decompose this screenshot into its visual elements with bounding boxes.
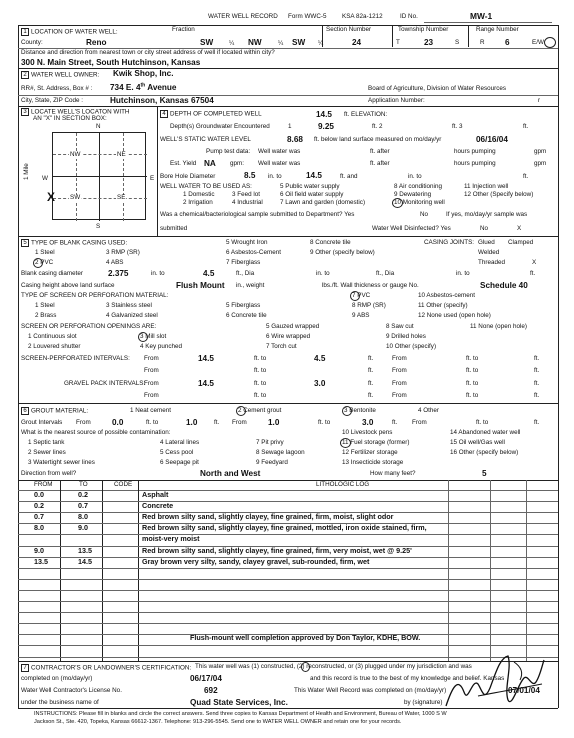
log-to: 0.2 <box>78 490 88 499</box>
yield-hours: hours pumping <box>454 160 496 167</box>
bore-ft-and: ft. and <box>340 173 358 180</box>
bore-to-value: 14.5 <box>306 171 322 180</box>
west-label: W <box>42 175 48 182</box>
ksa-ref: KSA 82a-1212 <box>342 13 383 20</box>
log-to: 14.5 <box>78 556 92 566</box>
source-septic: 1 Septic tank <box>28 439 65 446</box>
bore-value: 8.5 <box>244 171 256 180</box>
east-label: E <box>150 175 155 182</box>
joints-welded: Welded <box>478 249 500 256</box>
log-rule <box>18 568 558 569</box>
section-3-header: 3 LOCATE WELL'S LOCATON WITH <box>21 108 129 117</box>
casing-asbestos: 6 Asbestos-Cement <box>226 249 281 256</box>
owner-street: 734 E. 4th Avenue <box>110 82 177 92</box>
blank-ft-dia: ft., Dia <box>236 270 255 277</box>
quarter-sep-2: ¼ <box>278 40 284 47</box>
log-code-header: CODE <box>114 481 133 488</box>
record-text: This Water Well Record was completed on (mo/day/yr) <box>294 687 447 694</box>
source-feedyard: 9 Feedyard <box>256 459 288 466</box>
screen-material-label: TYPE OF SCREEN OR PERFORATION MATERIAL: <box>21 292 169 299</box>
opening-torch: 7 Torch cut <box>266 343 297 350</box>
casing-concrete: 8 Concrete tile <box>310 239 351 246</box>
spi-to-label-4: ft. to <box>466 367 479 374</box>
screen-abs: 9 ABS <box>352 312 370 319</box>
groundwater-1-value: 9.25 <box>318 122 334 131</box>
source-cess: 5 Cess pool <box>160 449 194 456</box>
gi1-ft: ft. <box>214 419 220 426</box>
township-label: Township Number <box>398 26 449 33</box>
township-number: 23 <box>424 38 434 47</box>
gi-to-label: ft. to <box>146 419 159 426</box>
chem-sample-label: Was a chemical/bacteriological sample submitted to Department? Yes <box>160 211 355 218</box>
static-level-label: WELL'S STATIC WATER LEVEL <box>160 136 251 143</box>
log-note: Flush-mount well completion approved by Don Taylor, KDHE, BOW. <box>190 633 421 642</box>
well-location-x: X <box>47 190 56 204</box>
yield-ft-after: ft. after <box>370 160 390 167</box>
nw-quadrant: NW <box>70 151 81 158</box>
spi-to-value: 4.5 <box>314 354 326 363</box>
log-description: moist-very moist <box>142 534 200 544</box>
casing-fiberglass: 7 Fiberglass <box>226 259 261 266</box>
quarter-2: NW <box>248 38 262 47</box>
record-date: 07/01/04 <box>508 686 540 695</box>
blank-in-to-2: in. to <box>316 270 330 277</box>
spi-ft-3: ft. <box>368 367 374 374</box>
log-to: 13.5 <box>78 545 92 555</box>
casing-rmp: 3 RMP (SR) <box>106 249 140 256</box>
instructions-line-1: INSTRUCTIONS: Please fill in blanks and circle the correct answers. Send three copies to Kansas Department of Health and Environment, Bureau of Water, 1000 S W <box>34 711 447 717</box>
range-number: 6 <box>505 38 510 47</box>
quarter-sep-3: ¼ <box>318 40 324 47</box>
mile-label: 1 Mile <box>23 163 30 180</box>
casing-steel: 1 Steel <box>35 249 55 256</box>
gpi-from-value: 14.5 <box>198 379 214 388</box>
gi3-ft: ft. <box>534 419 540 426</box>
blank-in-to: in. to <box>151 270 165 277</box>
business-name: Quad State Services, Inc. <box>190 698 288 707</box>
owner-city: Hutchinson, Kansas 67504 <box>110 96 214 105</box>
disinfected-x: X <box>517 225 522 232</box>
north-label: N <box>96 123 101 130</box>
direction-value: North and West <box>200 469 261 478</box>
id-label: ID No. <box>400 13 418 20</box>
quarter-3: SW <box>292 38 306 47</box>
gpi-to-label-3: ft. to <box>254 392 267 399</box>
opening-louvered: 2 Louvered shutter <box>28 343 81 350</box>
use-monitoring: 10 Monitoring well <box>394 199 445 206</box>
log-to: 0.7 <box>78 501 88 511</box>
log-rule <box>18 612 558 613</box>
casing-height-value: Flush Mount <box>176 281 225 290</box>
owner-name: Kwik Shop, Inc. <box>113 69 174 78</box>
groundwater-1-num: 1 <box>288 123 292 130</box>
spi-from-label: From <box>144 355 159 362</box>
log-from: 0.0 <box>34 490 44 499</box>
bore-in-to-2: in. to <box>408 173 422 180</box>
log-description: Red brown silty sand, slightly clayey, fine grained, firm, moist, slight odor <box>142 512 394 522</box>
pump-ft-after: ft. after <box>370 148 390 155</box>
static-level-value: 8.68 <box>287 135 303 144</box>
use-air: 8 Air conditioning <box>394 183 442 190</box>
opening-wire: 6 Wire wrapped <box>266 333 311 340</box>
gi2-from: 1.0 <box>268 418 280 427</box>
township-t: T <box>396 39 400 46</box>
section-2-header: 2 WATER WELL OWNER: <box>21 71 99 80</box>
opening-none: 11 None (open hole) <box>470 323 527 330</box>
source-lagoon: 8 Sewage lagoon <box>256 449 305 456</box>
source-oil-gas: 15 Oil well/Gas well <box>450 439 505 446</box>
groundwater-ft: ft. <box>523 123 529 130</box>
id-value: MW-1 <box>470 11 493 21</box>
spi-ft: ft. <box>368 355 374 362</box>
section-number: 24 <box>352 38 362 47</box>
city-label: City, State, ZIP Code : <box>21 97 84 104</box>
spi-ft-4: ft. <box>534 367 540 374</box>
blank-ft: ft. <box>530 270 536 277</box>
wall-thickness-label: lbs./ft. Wall thickness or gauge No. <box>322 282 419 289</box>
use-dewatering: 9 Dewatering <box>394 191 432 198</box>
source-livestock: 10 Livestock pens <box>342 429 393 436</box>
chem-submitted: submitted <box>160 225 188 232</box>
contamination-label: What is the nearest source of possible contamination: <box>21 429 171 436</box>
log-from: 9.0 <box>34 545 44 555</box>
yield-label: Est. Yield <box>170 160 197 167</box>
township-s: S <box>455 39 460 46</box>
section-5-header: 5 TYPE OF BLANK CASING USED: <box>21 239 127 248</box>
section-locator-grid <box>52 132 146 220</box>
pump-well-water-was: Well water was <box>258 148 301 155</box>
log-from-header: FROM <box>34 481 53 488</box>
section-number-label: Section Number <box>326 26 372 33</box>
wall-thickness-value: Schedule 40 <box>480 281 528 290</box>
bore-label: Bore Hole Diameter <box>160 173 216 180</box>
log-description: Asphalt <box>142 490 169 499</box>
signature-label: by (signature) <box>404 699 443 706</box>
spi-from-label-2: From <box>392 355 407 362</box>
gpi-from-label-3: From <box>144 392 159 399</box>
log-rule <box>18 579 558 580</box>
chem-no: No <box>420 211 429 218</box>
gpi-to-label-4: ft. to <box>466 392 479 399</box>
opening-saw: 8 Saw cut <box>386 323 414 330</box>
spi-from-label-4: From <box>392 367 407 374</box>
log-from: 13.5 <box>34 556 48 566</box>
application-mark: r <box>538 97 541 104</box>
screen-galvanized: 4 Galvanized steel <box>106 312 158 319</box>
chem-if-yes: If yes, mo/day/yr sample was <box>446 211 528 218</box>
blank-in-to-3: in. to <box>456 270 470 277</box>
gpi-from-label: From <box>144 380 159 387</box>
fraction-label: Fraction <box>172 26 195 33</box>
gi2-to: 3.0 <box>362 418 374 427</box>
source-insecticide: 13 Insecticide storage <box>342 459 404 466</box>
groundwater-label: Depth(s) Groundwater Encountered <box>170 123 270 130</box>
log-to: 9.0 <box>78 523 88 533</box>
gpi-ft-4: ft. <box>534 392 540 399</box>
log-from: 0.2 <box>34 501 44 511</box>
use-other: 12 Other (Specify below) <box>464 191 534 198</box>
gi2-from-label: From <box>232 419 247 426</box>
casing-height-label: Casing height above land surface <box>21 282 115 289</box>
bore-ft: ft. <box>523 173 529 180</box>
spi-from-label-3: From <box>144 367 159 374</box>
log-rule <box>18 601 558 602</box>
blank-casing-dia: 2.375 <box>108 269 129 278</box>
log-rule <box>18 623 558 624</box>
log-rule <box>18 501 558 502</box>
yield-gpm-2: gpm <box>534 160 547 167</box>
section-7-header: 7 CONTRACTOR'S OR LANDOWNER'S CERTIFICATION: <box>21 664 191 673</box>
use-industrial: 4 Industrial <box>232 199 263 206</box>
county-value: Reno <box>86 38 107 47</box>
pump-hours: hours pumping <box>454 148 496 155</box>
blank-casing-to: 4.5 <box>203 269 215 278</box>
pump-gpm: gpm <box>534 148 547 155</box>
gi-from-label: From <box>76 419 91 426</box>
gpi-ft-3: ft. <box>368 392 374 399</box>
casing-weight-label: in., weight <box>236 282 265 289</box>
source-other: 16 Other (specify below) <box>450 449 519 456</box>
feet-value: 5 <box>482 469 487 478</box>
source-pit-privy: 7 Pit privy <box>256 439 284 446</box>
joints-glued: Glued <box>478 239 495 246</box>
range-ew: E/W <box>532 39 544 46</box>
spi-to-label-2: ft. to <box>466 355 479 362</box>
ne-quadrant: NE <box>117 151 126 158</box>
license-label: Water Well Contractor's License No. <box>21 687 122 694</box>
gpi-to-label-2: ft. to <box>466 380 479 387</box>
log-from: 8.0 <box>34 523 44 533</box>
casing-other: 9 Other (specify below) <box>310 249 375 256</box>
form-title: WATER WELL RECORD <box>208 13 278 20</box>
log-description: Red brown silty sand, slightly clayey, fine grained, mottled, iron oxide stained, firm, <box>142 523 427 533</box>
gi2-to-label: ft. to <box>318 419 331 426</box>
grout-intervals-label: Grout Intervals <box>21 419 63 426</box>
gi3-to-label: ft. to <box>476 419 489 426</box>
source-seepage: 6 Seepage pit <box>160 459 199 466</box>
bore-in-to: in. to <box>268 173 282 180</box>
section-4-header: 4 DEPTH OF COMPLETED WELL <box>160 110 262 119</box>
gpi-ft: ft. <box>368 380 374 387</box>
grout-other: 4 Other <box>418 407 439 414</box>
screen-other: 11 Other (specify) <box>418 302 468 309</box>
joints-label: CASING JOINTS: <box>424 239 475 246</box>
business-label: under the business name of <box>21 699 99 706</box>
use-lawn: 7 Lawn and garden (domestic) <box>280 199 366 206</box>
well-address: 300 N. Main Street, South Hutchinson, Kansas <box>21 58 201 67</box>
casing-abs: 4 ABS <box>106 259 124 266</box>
signature <box>438 648 548 718</box>
static-level-date: 06/16/04 <box>476 135 508 144</box>
gi3-from-label: From <box>412 419 427 426</box>
casing-pvc: 2 PVC <box>35 259 54 266</box>
joints-threaded: Threaded <box>478 259 505 266</box>
screen-concrete: 6 Concrete tile <box>226 312 267 319</box>
blank-casing-label: Blank casing diameter <box>21 270 83 277</box>
south-label: S <box>96 223 101 230</box>
license-number: 692 <box>204 686 218 695</box>
opening-other: 10 Other (specify) <box>386 343 437 350</box>
elevation-label: ft. ELEVATION: <box>344 111 388 118</box>
log-description: Concrete <box>142 501 174 511</box>
gi1-to: 1.0 <box>186 418 198 427</box>
sw-quadrant: SW <box>70 194 81 201</box>
source-sewer: 2 Sewer lines <box>28 449 66 456</box>
gpi-from-label-2: From <box>392 380 407 387</box>
gravel-intervals-label: GRAVEL PACK INTERVALS: <box>64 380 146 387</box>
disinfected-no: No <box>480 225 489 232</box>
spi-to-label-3: ft. to <box>254 367 267 374</box>
completed-date: 06/17/04 <box>190 674 222 683</box>
opening-mill-slot: 3 Mill slot <box>140 333 167 340</box>
feet-label: How many feet? <box>370 470 416 477</box>
direction-label: Direction from well? <box>21 470 77 477</box>
gpi-to-value: 3.0 <box>314 379 326 388</box>
use-domestic: 1 Domestic <box>183 191 215 198</box>
use-irrigation: 2 Irrigation <box>183 199 213 206</box>
log-rule <box>18 645 558 646</box>
joints-clamped: Clamped <box>508 239 534 246</box>
application-label: Application Number: <box>368 97 425 104</box>
grout-neat-cement: 1 Neat cement <box>130 407 171 414</box>
pump-test-label: Pump test data: <box>206 148 251 155</box>
distance-label: Distance and direction from nearest town or city street address of well if located within city? <box>21 49 275 56</box>
openings-label: SCREEN OR PERFORATION OPENINGS ARE: <box>21 323 157 330</box>
use-oil-field: 6 Oil field water supply <box>280 191 344 198</box>
gpi-to-label: ft. to <box>254 380 267 387</box>
opening-gauzed: 5 Gauzed wrapped <box>266 323 320 330</box>
groundwater-3-label: ft. 3 <box>452 123 463 130</box>
yield-well-water-was: Well water was <box>258 160 301 167</box>
source-watertight: 3 Watertight sewer lines <box>28 459 95 466</box>
screen-pvc: 7 PVC <box>352 292 371 299</box>
street-label: RR#, St. Address, Box # : <box>21 85 93 92</box>
screen-rmp: 8 RMP (SR) <box>352 302 386 309</box>
use-injection: 11 Injection well <box>464 183 509 190</box>
log-rule <box>18 590 558 591</box>
source-abandoned: 14 Abandoned water well <box>450 429 521 436</box>
casing-wrought-iron: 5 Wrought Iron <box>226 239 268 246</box>
joints-threaded-x: X <box>532 259 537 266</box>
cert-text: This water well was (1) constructed, (2) reconstructed, or (3) plugged under my jurisdiction and was <box>195 663 472 670</box>
use-label: WELL WATER TO BE USED AS: <box>160 183 252 190</box>
section-3-subtitle: AN "X" IN SECTION BOX: <box>33 115 107 122</box>
board-label: Board of Agriculture, Division of Water Resources <box>368 85 507 92</box>
opening-drilled: 9 Drilled holes <box>386 333 426 340</box>
form-number: Form WWC-5 <box>288 13 327 20</box>
use-feed-lot: 3 Feed lot <box>232 191 261 198</box>
log-to-header: TO <box>79 481 88 488</box>
depth-value: 14.5 <box>316 110 332 119</box>
quarter-1: SW <box>200 38 214 47</box>
spi-to-label: ft. to <box>254 355 267 362</box>
opening-continuous: 1 Continuous slot <box>28 333 77 340</box>
static-level-text: ft. below land surface measured on mo/day/yr <box>314 136 442 143</box>
log-from: 0.7 <box>34 512 44 522</box>
section-1-header: 1 LOCATION OF WATER WELL: <box>21 28 118 37</box>
screen-none: 12 None used (open hole) <box>418 312 491 319</box>
spi-from-value: 14.5 <box>198 354 214 363</box>
disinfected-label: Water Well Disinfected? Yes <box>372 225 451 232</box>
screen-asbestos: 10 Asbestos-cement <box>418 292 476 299</box>
true-text: and this record is true to the best of my knowledge and belief. Kansas <box>310 675 505 682</box>
grout-cement-grout: 2 Cement grout <box>238 407 282 414</box>
log-description: Gray brown very silty, sandy, clayey gravel, sub-rounded, firm, wet <box>142 556 370 566</box>
screen-brass: 2 Brass <box>35 312 57 319</box>
gi2-ft: ft. <box>392 419 398 426</box>
range-r: R <box>480 39 485 46</box>
log-description: Red brown silty sand, slightly clayey, fine grained, firm, very moist, wet @ 9.25' <box>142 545 412 555</box>
log-lithologic-header: LITHOLOGIC LOG <box>316 481 370 488</box>
quarter-sep-1: ¼ <box>229 40 235 47</box>
screen-steel: 1 Steel <box>35 302 55 309</box>
grout-bentonite: 3 Bentonite <box>344 407 376 414</box>
instructions-line-2: Jackson St., Ste. 420, Topeka, Kansas 66612-1367. Telephone: 913-296-5545. Send one to WATER WELL OWNER and retain one for your records. <box>34 719 402 725</box>
log-to: 8.0 <box>78 512 88 522</box>
se-quadrant: SE <box>117 194 126 201</box>
gi1-from: 0.0 <box>112 418 124 427</box>
spi-ft-2: ft. <box>534 355 540 362</box>
section-6-header: 6 GROUT MATERIAL: <box>21 407 88 416</box>
county-label: County: <box>21 39 43 46</box>
completed-label: completed on (mo/day/yr) <box>21 675 93 682</box>
screen-intervals-label: SCREEN-PERFORATED INTERVALS: <box>21 355 130 362</box>
groundwater-2-label: ft. 2 <box>372 123 383 130</box>
range-label: Range Number <box>476 26 519 33</box>
gpi-ft-2: ft. <box>534 380 540 387</box>
source-lateral: 4 Lateral lines <box>160 439 200 446</box>
screen-fiberglass: 5 Fiberglass <box>226 302 261 309</box>
source-fuel: 11 Fuel storage (former) <box>342 439 410 446</box>
use-public: 5 Public water supply <box>280 183 340 190</box>
source-fertilizer: 12 Fertilizer storage <box>342 449 398 456</box>
log-rule <box>18 534 558 535</box>
blank-ft-dia-2: ft., Dia <box>376 270 395 277</box>
screen-stainless: 3 Stainless steel <box>106 302 152 309</box>
yield-gpm: gpm: <box>230 160 244 167</box>
gpi-from-label-4: From <box>392 392 407 399</box>
opening-key-punched: 4 Key punched <box>140 343 183 350</box>
yield-value: NA <box>204 159 216 168</box>
